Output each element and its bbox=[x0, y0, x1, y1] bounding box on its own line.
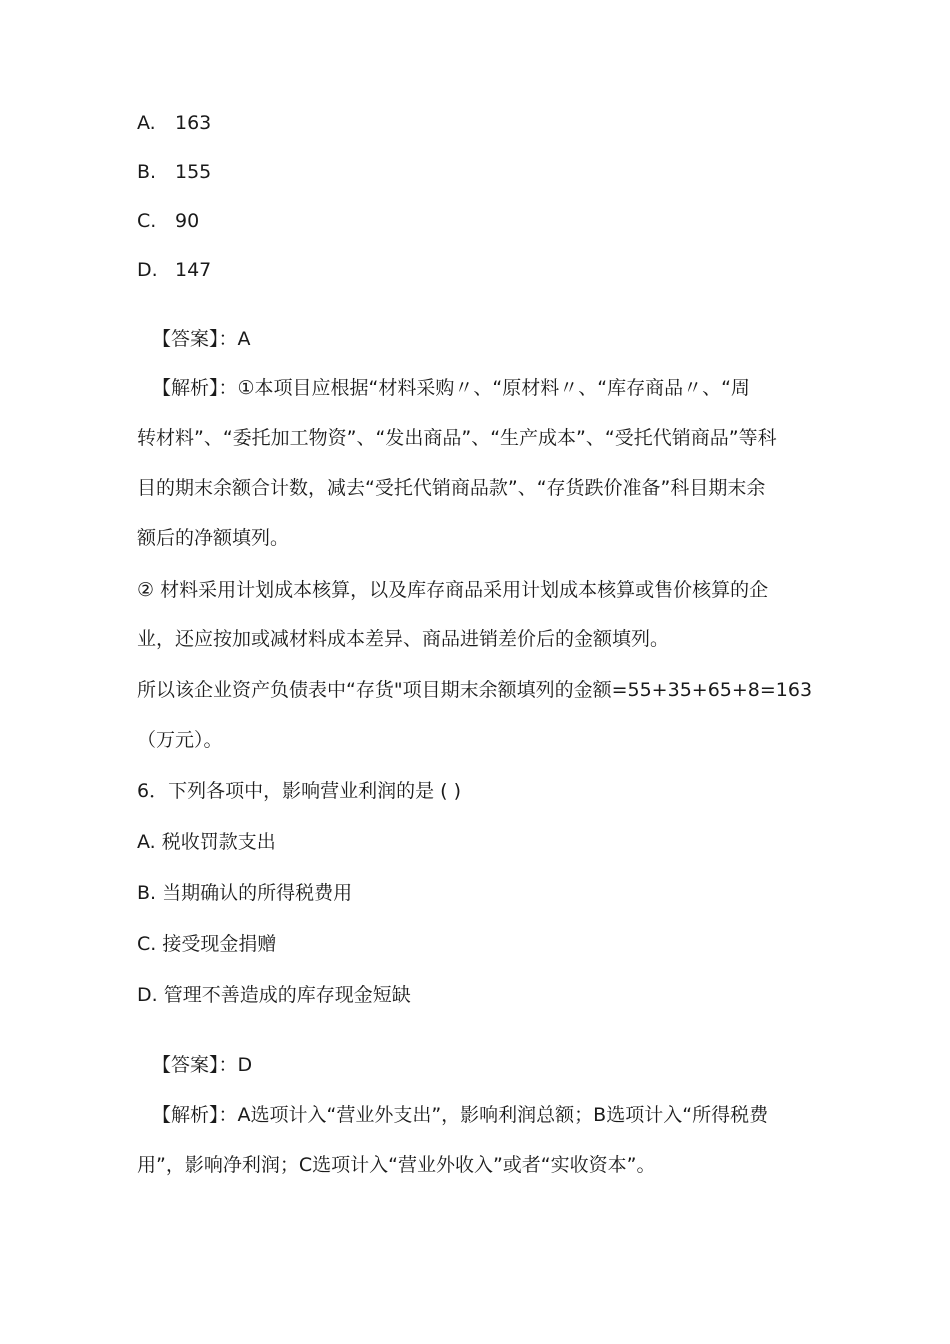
q5-explanation-line: 额后的净额填列。 bbox=[137, 527, 290, 549]
q5-calc-line: 所以该企业资产负债表中“存货"项目期末余额填列的金额=55+35+65+8=163 bbox=[137, 679, 813, 701]
q6-option-d: D. 管理不善造成的库存现金短缺 bbox=[137, 984, 411, 1006]
option-text: 163 bbox=[175, 112, 212, 134]
q6-explanation-line: 【解析】：A选项计入“营业外支出”，影响利润总额；B选项计入“所得税费 bbox=[152, 1104, 769, 1126]
option-text: 155 bbox=[175, 161, 212, 183]
q5-option-d bbox=[137, 258, 211, 282]
option-letter: B. bbox=[137, 161, 157, 183]
q5-option-c bbox=[137, 209, 199, 233]
q6-option-c: C. 接受现金捐赠 bbox=[137, 933, 277, 955]
q6-answer: 【答案】：D bbox=[152, 1054, 253, 1076]
q5-explanation-line: 【解析】：①本项目应根据“材料采购〃、“原材料〃、“库存商品〃、“周 bbox=[152, 377, 750, 399]
q6-option-a: A. 税收罚款支出 bbox=[137, 831, 276, 853]
option-letter: D. bbox=[137, 259, 158, 281]
q5-explanation-line: 目的期末余额合计数，减去“受托代销商品款”、“存货跌价准备”科目期末余 bbox=[137, 477, 766, 499]
option-letter: C. bbox=[137, 210, 157, 232]
option-text: 90 bbox=[175, 210, 200, 232]
q6-explanation-line: 用”，影响净利润；C选项计入“营业外收入”或者“实收资本”。 bbox=[137, 1154, 656, 1176]
q5-note-line: ② 材料采用计划成本核算，以及库存商品采用计划成本核算或售价核算的企 bbox=[137, 579, 769, 601]
q5-option-b bbox=[137, 160, 211, 184]
q5-note-line: 业，还应按加或减材料成本差异、商品进销差价后的金额填列。 bbox=[137, 628, 670, 650]
q5-answer: 【答案】：A bbox=[152, 328, 251, 350]
q6-question: 6．下列各项中，影响营业利润的是 ( ) bbox=[137, 780, 461, 802]
option-text: 147 bbox=[175, 259, 212, 281]
q6-option-b: B. 当期确认的所得税费用 bbox=[137, 882, 353, 904]
q5-explanation-line: 转材料”、“委托加工物资”、“发出商品”、“生产成本”、“受托代销商品”等科 bbox=[137, 427, 777, 449]
q5-option-a bbox=[137, 111, 211, 135]
q5-calc-line: （万元）。 bbox=[137, 729, 223, 751]
option-letter: A. bbox=[137, 112, 156, 134]
